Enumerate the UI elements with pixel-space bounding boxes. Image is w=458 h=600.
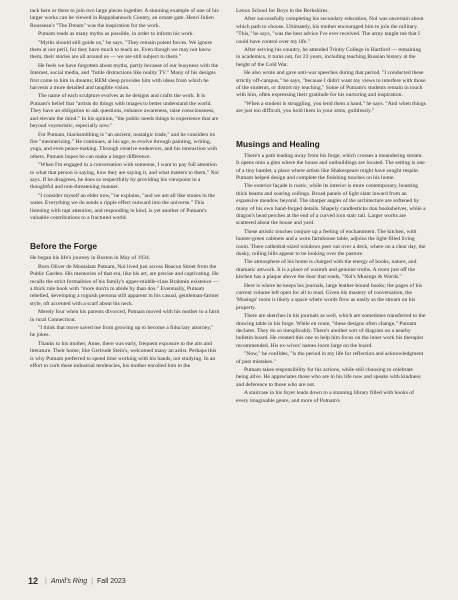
footer-separator: | xyxy=(45,577,47,585)
paragraph: "I think that move saved me from growing up to become a fiduciary attorney," he jokes. xyxy=(30,325,214,339)
paragraph: After serving his country, he attended Trinity College in Hartford — remaining in academics, it turns out, for 23 years, including teaching Russian history at the height of the Cold War. xyxy=(236,47,422,68)
right-section-text xyxy=(236,153,426,405)
section-heading-before-the-forge: Before the Forge xyxy=(30,241,98,252)
issue-date: Fall 2023 xyxy=(97,577,126,585)
left-intro-text xyxy=(30,8,220,222)
paragraph: "When I'm engaged in a conversation with someone, I want to pay full attention to what that person is saying, how they are saying it, and what matters to them," Nol says. If he disagrees, he does so respectfully by providing his viewpoint in a thoughtful and non-threatening manner. xyxy=(30,162,219,191)
paragraph: The name of each sculpture evolves as he designs and crafts the work. It is Putnam's belief that "artists do things with images to better understand the world. They have an obligation to ask questions, enhance awareness, raise consciousness, and elevate the mind." In his opinion, "the public needs things to experience that are beyond voyeuristic, especially now." xyxy=(30,93,219,130)
paragraph: Thanks to his mother, Anne, there was early, frequent exposure to the arts and literature. Their home, like Gertrude Stein's, welcomed many an artist. Perhaps this is why Putnam preferred to spend time working with his hands, not studying. In an effort to curb these industrial tendencies, his mother enrolled him in the xyxy=(30,340,217,370)
paragraph: He also wrote and gave anti-war speeches during that period. "I conducted these strictly off-campus," he says, "because I didn't want my views to interfere with those of the students, or distort my teaching." Some of Putnam's students remain in touch with him, often expressing their gratitude for his nurturing and inspiration. xyxy=(236,70,426,99)
paragraph: Lenox School for Boys in the Berkshires. xyxy=(236,8,329,14)
paragraph: After successfully completing his secondary education, Nol was uncertain about which path to choose. Ultimately, his mother encouraged him to join the military. "This," he says, "was the best advice I've ever received. The army taught me that I could have control over my life." xyxy=(236,16,424,45)
left-section-text xyxy=(30,255,220,370)
paragraph: Merely four when his parents divorced, Putnam moved with his mother to a farm in rural Connecticut. xyxy=(30,309,220,323)
left-column xyxy=(30,8,220,371)
page-footer xyxy=(28,576,126,586)
right-column xyxy=(236,8,426,406)
paragraph: "I consider myself an elder now," he explains, "and we are all like stones in the water. Everything we do sends a ripple effect outward into the universe." This listening with rapt attention, and responding in kind, is yet another of Putnam's valuable contributions to a fractured world. xyxy=(30,192,215,221)
paragraph: Here is where he keeps his journals, large leather-bound books; the pages of his current volume left open for all to read. Given his mastery of conversation, the 'Musings' room is likely a space where words flow as easily as the stream on his property. xyxy=(236,282,423,311)
section-heading-musings-and-healing: Musings and Healing xyxy=(236,138,320,149)
paragraph: The atmosphere of his home is charged with the energy of books, nature, and dramatic artwork. It is a place of warmth and genuine truths. A room just off the kitchen has a plaque above the door that reads, "Nol's Musings & Words." xyxy=(236,259,417,281)
paragraph: "Myths should still guide us," he says. "They remain potent forces. We ignore them at our peril, for they have much to teach us. Even though we may not know them, their stories are all around us — we are still subject to them." xyxy=(30,39,212,61)
footer-separator: | xyxy=(91,577,94,585)
paragraph: These artistic touches conjure up a feeling of enchantment. The kitchen, with hunter-green cabinets and a worn farmhouse table, adjoins the light-filled living room. There cathedral-sized windows peer out over a deck, where on a clear day, the dusky, rolling hills appear to be looking over the pasture. xyxy=(236,228,426,257)
right-intro-text xyxy=(236,8,426,116)
publication-name: Anvil's Ring xyxy=(50,577,88,585)
paragraph: Putnam reads as many myths as possible, in order to inform his work. xyxy=(38,31,194,38)
paragraph: He feels we have forgotten about myths, partly because of our busyness with the Internet, social media, and "futile distractions like reality TV." Many of his designs first come to him in dreams; REM sleep provides him with ideas from which he harvests a more detailed and tangible vision. xyxy=(30,62,219,92)
paragraph: tack here or there to join two large pieces together. A stunning example of one of his larger works can be viewed in Rappahannock County, an ornate gate. Henri Julien Rousseau's "The Dream" was the inspiration for the work. xyxy=(30,8,219,29)
paragraph: There are sketches in his journals as well, which are sometimes transferred to the drawing table in his forge. While en route, "these designs often change," Putnam declares. They do so inexplicably. There's another sort of diagram on a nearby bulletin board. He created this one to help him focus on the inner work his therapist recommended. His ex-wives' names loom large on the board. xyxy=(236,313,426,349)
paragraph: He began his life's journey in Boston in May of 1934. xyxy=(30,255,151,262)
paragraph: There's a path leading away from his forge, which crosses a meandering stream. It opens onto a glen where the house and outbuildings are located. The setting is one of a tiny hamlet, a place where artists like Shakespeare might have sought respite. Putnam helped design and complete the finishing touches on his home. xyxy=(236,152,425,181)
paragraph: Putnam takes responsibility for his actions, while still choosing to celebrate being alive. He appreciates those who are in his life now and speaks with kindness and deference to those who are not. xyxy=(236,367,421,388)
paragraph: "When a student is struggling, you lend them a hand," he says. "And when things are just too difficult, you hold them in your arms, guiltlessly." xyxy=(236,100,426,115)
paragraph: For Putnam, blacksmithing is "an ancient, nostalgic trade," and he considers its fire "mesmerizing." He continues, at his age, to evolve through painting, writing, yoga, and even peace-making. Through creative endeavors, and his interaction with others, Putnam hopes he can make a larger difference. xyxy=(30,131,218,160)
paragraph: A staircase in his foyer leads down to a stunning library filled with books of every imaginable genre, and more of Putnam's xyxy=(236,390,414,404)
page-number: 12 xyxy=(28,576,39,586)
paragraph: The exterior façade is rustic, while its interior is more contemporary, boasting thick beams and soaring ceilings. Broad panels of light slant inward from an expansive meadow beyond. The sharper angles of the architecture are softened by many of his own hand-forged details. Shapely candlesticks don bookshelves, while a dragon's head perches at the end of a curved iron stair rail. Larger works are scattered about the house and yard. xyxy=(236,183,426,227)
paragraph: "Now," he confides, "is the period in my life for reflection and acknowledgment of past mistakes." xyxy=(236,351,424,365)
paragraph: Born Oliver de Montalant Putnam, Nol lived just across Beacon Street from the Public Garden. His memories of that era, like his art, are precise and captivating. He recalls the strict formalities of his family's upper-middle-class Brahmin existence — a thick rule book with "more don'ts to abide by than dos." Eventually, Putnam rebelled, developing a roguish persona still apparent in his casual, gentleman-farmer style, oft accented with a scarf about his neck. xyxy=(30,263,219,307)
